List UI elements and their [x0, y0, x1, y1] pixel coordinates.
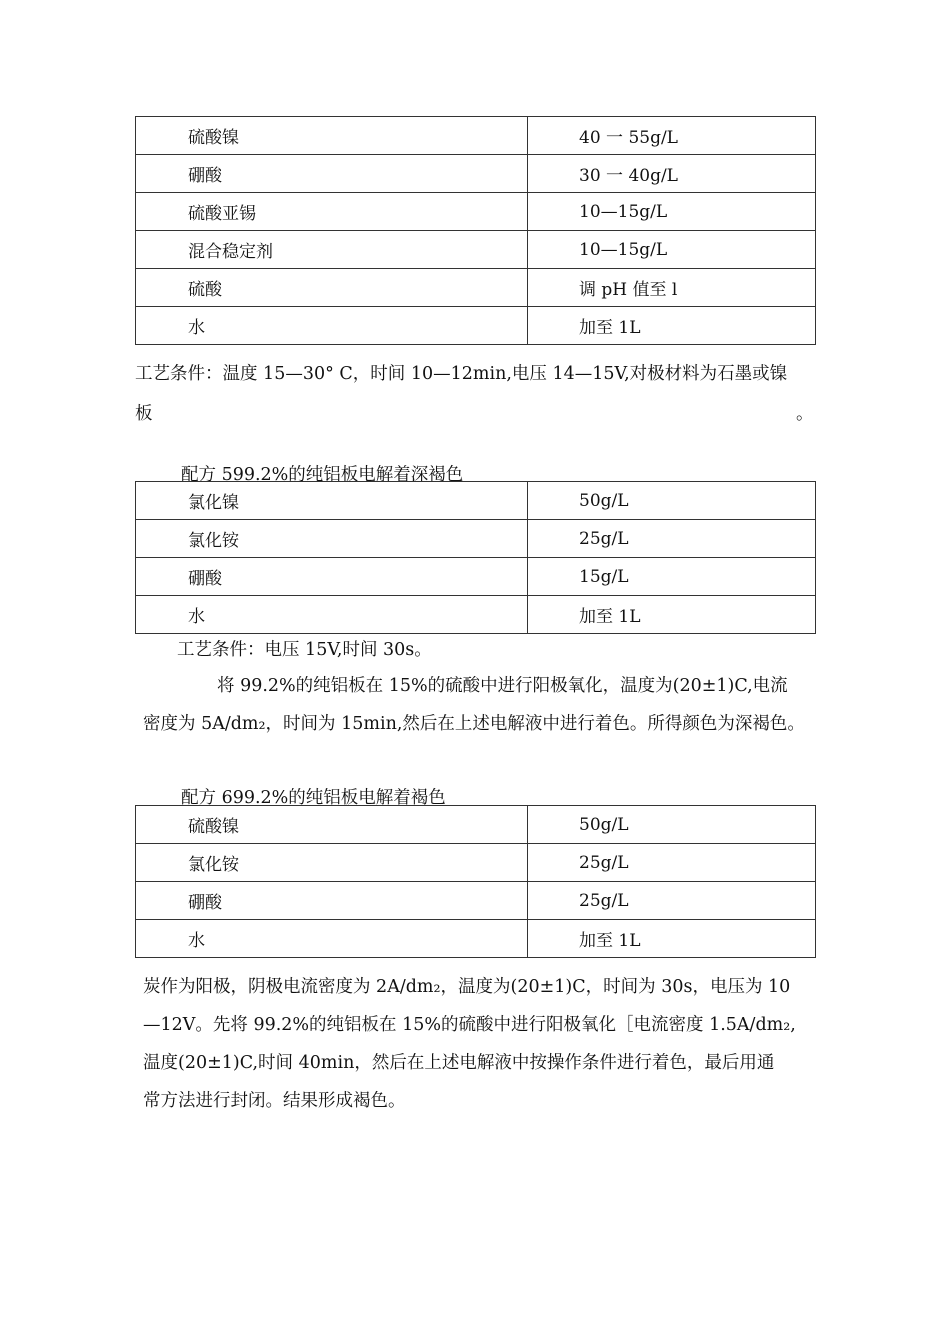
table-row	[136, 231, 816, 269]
recipe-table-1	[135, 116, 816, 345]
ingredient-name: 混合稳定剂	[136, 231, 528, 269]
formula-5-conditions: 工艺条件：电压 15V,时间 30s。	[177, 640, 432, 660]
ingredient-amount: 加至 1L	[528, 307, 816, 345]
ingredient-name: 氯化铵	[136, 520, 528, 558]
formula-6-paragraph-line: —12V。先将 99.2%的纯铝板在 15%的硫酸中进行阳极氧化［电流密度 1.5A/dm₂,	[143, 1015, 796, 1035]
ingredient-amount: 50g/L	[528, 482, 816, 520]
formula-5-paragraph-line: 密度为 5A/dm₂，时间为 15min,然后在上述电解液中进行着色。所得颜色为深褐色。	[143, 714, 805, 734]
ingredient-name: 氯化铵	[136, 844, 528, 882]
formula-6-paragraph-line: 炭作为阳极，阴极电流密度为 2A/dm₂，温度为(20±1)C，时间为 30s，电压为 10	[143, 977, 791, 997]
table-row	[136, 193, 816, 231]
ingredient-amount: 30 一 40g/L	[528, 155, 816, 193]
ingredient-name: 氯化镍	[136, 482, 528, 520]
table-row	[136, 844, 816, 882]
formula-6-paragraph-line: 温度(20±1)C,时间 40min，然后在上述电解液中按操作条件进行着色，最后用通	[143, 1053, 775, 1073]
table-row	[136, 882, 816, 920]
ingredient-name: 硼酸	[136, 882, 528, 920]
ingredient-amount: 加至 1L	[528, 596, 816, 634]
ingredient-name: 硫酸镍	[136, 117, 528, 155]
table-row	[136, 596, 816, 634]
table-row	[136, 920, 816, 958]
ingredient-amount: 加至 1L	[528, 920, 816, 958]
table-row	[136, 155, 816, 193]
ingredient-amount: 25g/L	[528, 882, 816, 920]
recipe-table-formula-5	[135, 481, 816, 634]
ingredient-name: 硼酸	[136, 558, 528, 596]
ingredient-name: 水	[136, 307, 528, 345]
formula-6-paragraph-line: 常方法进行封闭。结果形成褐色。	[143, 1091, 406, 1111]
ingredient-name: 水	[136, 596, 528, 634]
formula-5-caption: 配方 599.2%的纯铝板电解着深褐色	[181, 465, 464, 485]
ingredient-amount: 15g/L	[528, 558, 816, 596]
table-row	[136, 520, 816, 558]
ingredient-name: 硫酸亚锡	[136, 193, 528, 231]
table-row	[136, 482, 816, 520]
table-row	[136, 117, 816, 155]
ingredient-name: 硼酸	[136, 155, 528, 193]
table-row	[136, 806, 816, 844]
process-conditions-line: 工艺条件：温度 15—30° C，时间 10—12min,电压 14—15V,对极材料为石墨或镍	[135, 364, 788, 384]
ingredient-name: 硫酸	[136, 269, 528, 307]
ingredient-amount: 调 pH 值至 l	[528, 269, 816, 307]
ingredient-amount: 40 一 55g/L	[528, 117, 816, 155]
ingredient-amount: 10—15g/L	[528, 193, 816, 231]
table-row	[136, 307, 816, 345]
ingredient-amount: 50g/L	[528, 806, 816, 844]
ingredient-amount: 10—15g/L	[528, 231, 816, 269]
formula-6-caption: 配方 699.2%的纯铝板电解着褐色	[181, 788, 446, 808]
table-row	[136, 558, 816, 596]
table-row	[136, 269, 816, 307]
ingredient-name: 水	[136, 920, 528, 958]
process-conditions-line: 板	[135, 404, 153, 424]
formula-5-paragraph-line: 将 99.2%的纯铝板在 15%的硫酸中进行阳极氧化，温度为(20±1)C,电流	[217, 676, 788, 696]
ingredient-amount: 25g/L	[528, 520, 816, 558]
ingredient-amount: 25g/L	[528, 844, 816, 882]
recipe-table-formula-6	[135, 805, 816, 958]
ingredient-name: 硫酸镍	[136, 806, 528, 844]
process-conditions-period: 。	[796, 404, 814, 424]
